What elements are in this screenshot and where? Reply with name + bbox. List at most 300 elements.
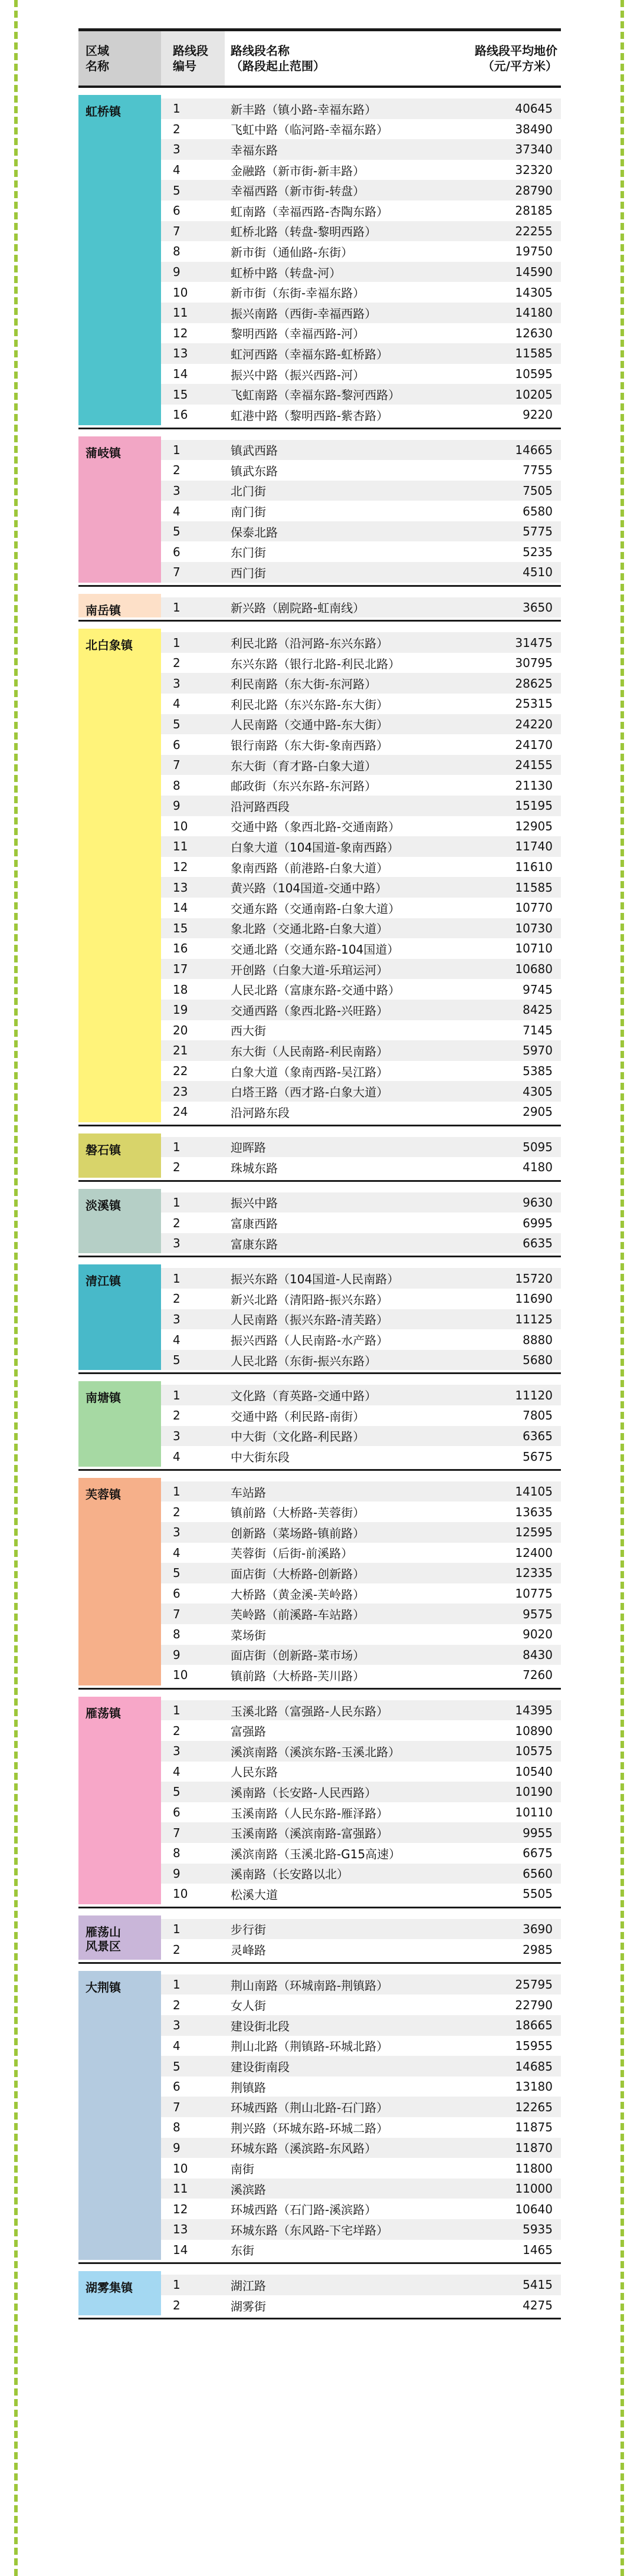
route-rows (161, 1189, 561, 1254)
route-number: 2 (173, 1997, 180, 2012)
table-row (161, 1919, 561, 1940)
route-price: 38490 (515, 121, 553, 136)
route-name: 面店街（创新路-菜市场） (231, 1648, 365, 1663)
route-price: 11610 (515, 860, 553, 875)
route-number: 10 (173, 1887, 188, 1901)
route-name: 交通中路（象西北路-交通南路） (231, 820, 400, 834)
route-price: 32320 (515, 163, 553, 178)
route-number: 14 (173, 367, 188, 382)
table-row (161, 1481, 561, 1502)
route-rows (161, 436, 561, 583)
route-name: 东大街（育才路-白象大道） (231, 758, 377, 773)
route-price: 11125 (515, 1312, 553, 1326)
route-name: 建设街北段 (231, 2019, 290, 2033)
route-name: 人民东路 (231, 1765, 278, 1780)
header-route-no: 路线段 编号 (161, 31, 225, 86)
route-price: 10640 (515, 2202, 553, 2216)
route-price: 12400 (515, 1545, 553, 1560)
route-name: 交通西路（象西北路-兴旺路） (231, 1003, 389, 1018)
route-price: 1465 (523, 2242, 553, 2257)
route-number: 11 (173, 839, 188, 854)
route-name: 镇前路（大桥路-芙川路） (231, 1668, 365, 1683)
route-number: 9 (173, 2140, 180, 2155)
table-row (161, 1974, 561, 1995)
route-price: 11585 (515, 346, 553, 361)
route-price: 10710 (515, 941, 553, 956)
district-block (78, 594, 561, 622)
route-name: 环城东路（溪滨路-东风路） (231, 2141, 377, 2156)
district-name: 雁荡山 风景区 (78, 1915, 161, 1960)
district-name: 北白象镇 (78, 629, 161, 1122)
table-row (161, 1350, 561, 1371)
route-name: 车站路 (231, 1485, 266, 1500)
route-price: 19750 (515, 244, 553, 259)
route-price: 21130 (515, 778, 553, 793)
table-row (161, 959, 561, 980)
table-row (161, 673, 561, 694)
route-price: 25795 (515, 1977, 553, 1992)
route-name: 荆山北路（荆镇路-环城北路） (231, 2039, 389, 2054)
table-row (161, 1604, 561, 1624)
table-row (161, 180, 561, 201)
table-row (161, 1583, 561, 1604)
table-row (161, 384, 561, 405)
table-row (161, 755, 561, 776)
route-number: 5 (173, 1353, 180, 1368)
route-name: 象南西路（前港路-白象大道） (231, 860, 389, 875)
route-name: 荆山南路（环城南路-荆镇路） (231, 1978, 389, 1993)
route-price: 14305 (515, 285, 553, 300)
route-number: 7 (173, 1825, 180, 1840)
route-number: 13 (173, 880, 188, 895)
route-number: 12 (173, 326, 188, 340)
route-name: 虹港中路（黎明西路-紫杏路） (231, 408, 389, 423)
route-number: 6 (173, 1586, 180, 1601)
route-number: 5 (173, 717, 180, 731)
route-number: 1 (173, 2278, 180, 2292)
route-number: 1 (173, 1195, 180, 1210)
route-price: 5675 (523, 1449, 553, 1464)
table-row (161, 1645, 561, 1665)
route-name: 振兴中路 (231, 1196, 278, 1211)
route-name: 松溪大道 (231, 1887, 278, 1902)
table-row (161, 501, 561, 521)
route-number: 2 (173, 1292, 180, 1306)
route-name: 中大街（文化路-利民路） (231, 1430, 365, 1444)
table-row (161, 816, 561, 837)
route-price: 3690 (523, 1921, 553, 1936)
route-price: 9745 (523, 982, 553, 997)
route-name: 新兴北路（清阳路-振兴东路） (231, 1292, 389, 1307)
route-price: 22790 (515, 1997, 553, 2012)
route-number: 2 (173, 656, 180, 671)
route-name: 南门街 (231, 505, 266, 520)
table-row (161, 541, 561, 562)
route-price: 5970 (523, 1043, 553, 1058)
route-price: 10205 (515, 387, 553, 402)
table-row (161, 1741, 561, 1762)
route-name: 人民北路（富康东路-交通中路） (231, 983, 400, 998)
table-row (161, 1040, 561, 1061)
route-name: 环城西路（荆山北路-石门路） (231, 2101, 389, 2115)
table-row (161, 2219, 561, 2240)
route-number: 2 (173, 1504, 180, 1519)
route-number: 2 (173, 1408, 180, 1423)
route-rows (161, 2271, 561, 2315)
route-price: 6635 (523, 1236, 553, 1251)
table-row (161, 1802, 561, 1823)
table-row (161, 2076, 561, 2097)
route-price: 5775 (523, 524, 553, 539)
table-row (161, 734, 561, 755)
route-price: 11690 (515, 1292, 553, 1306)
route-number: 13 (173, 346, 188, 361)
route-price: 28790 (515, 183, 553, 198)
route-price: 8880 (523, 1332, 553, 1347)
route-name: 虹桥中路（转盘-河） (231, 265, 342, 280)
route-price: 4275 (523, 2298, 553, 2313)
route-number: 14 (173, 2242, 188, 2257)
route-name: 西大街 (231, 1024, 266, 1039)
route-name: 幸福西路（新市街-转盘） (231, 184, 365, 199)
route-name: 迎晖路 (231, 1141, 266, 1155)
district-block (78, 2271, 561, 2319)
route-name: 建设街南段 (231, 2060, 290, 2075)
right-dashed-border (620, 0, 624, 2576)
route-number: 8 (173, 244, 180, 259)
table-row (161, 2117, 561, 2138)
route-price: 6365 (523, 1428, 553, 1443)
table-row (161, 1522, 561, 1543)
route-number: 3 (173, 1312, 180, 1326)
route-name: 飞虹南路（幸福东路-黎河西路） (231, 388, 400, 403)
route-name: 溪南路（长安路-人民西路） (231, 1785, 377, 1800)
table-body (78, 95, 561, 2319)
route-rows (161, 629, 561, 1122)
route-name: 振兴南路（西街-幸福西路） (231, 306, 377, 321)
route-number: 9 (173, 1866, 180, 1881)
route-number: 1 (173, 635, 180, 650)
route-price: 40645 (515, 101, 553, 116)
route-number: 4 (173, 1449, 180, 1464)
route-price: 14180 (515, 305, 553, 320)
district-block (78, 1971, 561, 2264)
route-name: 镇武西路 (231, 443, 278, 458)
route-name: 振兴西路（人民南路-水产路） (231, 1333, 389, 1348)
route-number: 4 (173, 696, 180, 711)
table-row (161, 2056, 561, 2076)
route-number: 10 (173, 1668, 188, 1683)
district-name: 南岳镇 (78, 594, 161, 618)
route-number: 10 (173, 285, 188, 300)
route-price: 7505 (523, 483, 553, 498)
route-price: 11740 (515, 839, 553, 854)
route-name: 白象大道（104国道-象南西路） (231, 840, 399, 855)
table-row (161, 2199, 561, 2219)
route-number: 10 (173, 2161, 188, 2176)
route-number: 3 (173, 142, 180, 157)
district-name: 磐石镇 (78, 1133, 161, 1178)
route-number: 1 (173, 1484, 180, 1499)
route-price: 10730 (515, 921, 553, 935)
route-rows (161, 1697, 561, 1904)
route-name: 交通北路（交通东路-104国道） (231, 942, 399, 957)
route-price: 9220 (523, 408, 553, 422)
table-row (161, 2295, 561, 2316)
route-number: 8 (173, 1627, 180, 1642)
route-name: 虹南路（幸福西路-杏陶东路） (231, 204, 389, 219)
route-name: 人民北路（东街-振兴东路） (231, 1353, 377, 1368)
route-number: 10 (173, 819, 188, 833)
route-number: 2 (173, 2298, 180, 2313)
route-name: 湖江路 (231, 2278, 266, 2293)
route-price: 4180 (523, 1160, 553, 1175)
route-name: 步行街 (231, 1923, 266, 1937)
route-number: 5 (173, 524, 180, 539)
route-name: 文化路（育英路-交通中路） (231, 1389, 377, 1404)
route-number: 8 (173, 1846, 180, 1861)
table-row (161, 2275, 561, 2295)
route-price: 12265 (515, 2099, 553, 2114)
table-header (78, 31, 561, 88)
route-name: 溪滨南路（溪滨东路-玉溪北路） (231, 1744, 400, 1759)
route-number: 2 (173, 121, 180, 136)
district-name: 芙蓉镇 (78, 1478, 161, 1685)
route-price: 9630 (523, 1195, 553, 1210)
route-name: 东大街（人民南路-利民南路） (231, 1044, 389, 1059)
route-price: 6580 (523, 504, 553, 518)
table-row (161, 653, 561, 673)
header-price: 路线段平均地价 （元/平方米） (475, 44, 557, 73)
district-name: 蒲岐镇 (78, 436, 161, 583)
route-number: 5 (173, 1785, 180, 1799)
route-price: 14590 (515, 265, 553, 280)
route-number: 4 (173, 504, 180, 518)
route-name: 东街 (231, 2243, 254, 2258)
table-row (161, 1213, 561, 1233)
table-row (161, 1843, 561, 1864)
route-name: 北门街 (231, 484, 266, 499)
table-row (161, 201, 561, 221)
table-row (161, 979, 561, 1000)
route-price: 28185 (515, 203, 553, 218)
route-number: 3 (173, 1525, 180, 1540)
route-price: 15195 (515, 799, 553, 813)
route-name: 开创路（白象大道-乐琯运河） (231, 962, 389, 977)
table-row (161, 481, 561, 501)
route-price: 4305 (523, 1084, 553, 1099)
route-name: 菜场街 (231, 1628, 266, 1642)
route-name: 白象大道（象南西路-吴江路） (231, 1064, 389, 1079)
route-number: 9 (173, 265, 180, 280)
table-row (161, 1385, 561, 1405)
table-row (161, 1157, 561, 1178)
route-price: 10190 (515, 1785, 553, 1799)
route-name: 湖雾街 (231, 2299, 266, 2314)
route-price: 10775 (515, 1586, 553, 1601)
route-price: 11800 (515, 2161, 553, 2176)
route-price: 11875 (515, 2120, 553, 2135)
route-number: 12 (173, 2202, 188, 2216)
route-price: 14105 (515, 1484, 553, 1499)
route-price: 10680 (515, 962, 553, 977)
route-price: 6560 (523, 1866, 553, 1881)
route-price: 8430 (523, 1647, 553, 1662)
route-number: 7 (173, 565, 180, 580)
table-row (161, 1020, 561, 1041)
route-price: 5680 (523, 1353, 553, 1368)
route-price: 22255 (515, 224, 553, 238)
route-number: 11 (173, 2181, 188, 2196)
route-number: 24 (173, 1105, 188, 1119)
route-price: 10770 (515, 901, 553, 915)
route-price: 13635 (515, 1504, 553, 1519)
district-block (78, 1697, 561, 1908)
district-name: 湖雾集镇 (78, 2271, 161, 2315)
table-row (161, 918, 561, 939)
table-row (161, 440, 561, 461)
route-name: 富康东路 (231, 1237, 278, 1251)
route-rows (161, 95, 561, 425)
table-row (161, 303, 561, 323)
route-number: 8 (173, 778, 180, 793)
route-name: 利民南路（东大街-东河路） (231, 677, 377, 692)
route-name: 芙岭路（前溪路-车站路） (231, 1608, 365, 1622)
route-name: 虹河西路（幸福东路-虹桥路） (231, 347, 389, 362)
table-row (161, 1665, 561, 1685)
route-number: 7 (173, 224, 180, 238)
route-name: 玉溪南路（溪滨南路-富强路） (231, 1826, 389, 1841)
route-name: 珠城东路 (231, 1161, 278, 1175)
route-number: 5 (173, 2059, 180, 2074)
table-row (161, 2240, 561, 2260)
route-number: 1 (173, 1921, 180, 1936)
route-number: 1 (173, 1139, 180, 1154)
route-name: 黎明西路（幸福西路-河） (231, 327, 365, 341)
table-row (161, 460, 561, 481)
route-name: 镇武东路 (231, 464, 278, 478)
table-row (161, 1405, 561, 1426)
table-row (161, 1995, 561, 2015)
route-number: 3 (173, 1744, 180, 1759)
route-number: 4 (173, 1764, 180, 1779)
table-row (161, 1700, 561, 1721)
route-rows (161, 1915, 561, 1960)
route-price: 7805 (523, 1408, 553, 1423)
district-block (78, 95, 561, 429)
route-rows (161, 1133, 561, 1178)
district-name: 淡溪镇 (78, 1189, 161, 1254)
route-name: 环城东路（东风路-下宅垟路） (231, 2223, 389, 2237)
header-district: 区域 名称 (78, 31, 161, 86)
route-number: 6 (173, 203, 180, 218)
table-row (161, 1426, 561, 1447)
table-row (161, 1624, 561, 1645)
table-row (161, 1137, 561, 1158)
route-price: 6675 (523, 1846, 553, 1861)
route-name: 东门街 (231, 546, 266, 560)
district-name: 南塘镇 (78, 1381, 161, 1466)
route-name: 利民北路（沿河路-东兴东路） (231, 636, 389, 651)
table-row (161, 160, 561, 180)
table-row (161, 775, 561, 796)
table-row (161, 221, 561, 242)
table-row (161, 938, 561, 959)
table-row (161, 1102, 561, 1122)
route-price: 10110 (515, 1805, 553, 1820)
route-name: 西门街 (231, 566, 266, 580)
table-row (161, 2158, 561, 2179)
route-number: 1 (173, 1388, 180, 1402)
route-price: 11120 (515, 1388, 553, 1402)
route-name: 飞虹中路（临河路-幸福东路） (231, 123, 389, 137)
table-row (161, 119, 561, 140)
land-price-table (78, 28, 561, 2319)
route-price: 14395 (515, 1703, 553, 1718)
table-row (161, 241, 561, 262)
route-name: 溪滨南路（玉溪北路-G15高速） (231, 1846, 401, 1861)
route-number: 1 (173, 1703, 180, 1718)
route-price: 4510 (523, 565, 553, 580)
route-number: 22 (173, 1064, 188, 1079)
route-number: 3 (173, 1428, 180, 1443)
table-row (161, 262, 561, 282)
route-name: 沿河路东段 (231, 1105, 290, 1120)
route-price: 2905 (523, 1105, 553, 1119)
route-name: 沿河路西段 (231, 799, 290, 814)
table-row (161, 1501, 561, 1522)
district-block (78, 1915, 561, 1964)
district-block (78, 1133, 561, 1182)
route-number: 1 (173, 101, 180, 116)
route-name: 灵峰路 (231, 1943, 266, 1958)
route-name: 振兴中路（振兴西路-河） (231, 367, 365, 382)
route-number: 6 (173, 737, 180, 752)
route-name: 银行南路（东大街-象南西路） (231, 738, 389, 753)
table-row (161, 1782, 561, 1802)
route-rows (161, 1381, 561, 1466)
table-row (161, 1884, 561, 1904)
route-name: 女人街 (231, 1999, 266, 2013)
route-price: 30795 (515, 656, 553, 671)
district-name: 雁荡镇 (78, 1697, 161, 1904)
route-number: 19 (173, 1003, 188, 1017)
table-row (161, 562, 561, 583)
route-number: 21 (173, 1043, 188, 1058)
table-row (161, 2036, 561, 2056)
route-number: 13 (173, 2222, 188, 2237)
district-name: 清江镇 (78, 1264, 161, 1370)
district-block (78, 629, 561, 1126)
table-row (161, 282, 561, 303)
route-name: 象北路（交通北路-白象大道） (231, 922, 389, 937)
route-number: 6 (173, 2079, 180, 2094)
route-number: 1 (173, 442, 180, 457)
table-row (161, 2138, 561, 2158)
route-price: 7755 (523, 463, 553, 478)
table-row (161, 521, 561, 542)
table-row (161, 632, 561, 653)
table-row (161, 98, 561, 119)
route-number: 2 (173, 1160, 180, 1175)
route-number: 1 (173, 1271, 180, 1286)
route-price: 24155 (515, 758, 553, 773)
route-price: 10595 (515, 367, 553, 382)
route-number: 9 (173, 1647, 180, 1662)
route-number: 23 (173, 1084, 188, 1099)
route-price: 11585 (515, 880, 553, 895)
route-name: 交通中路（利民路-南街） (231, 1409, 365, 1424)
